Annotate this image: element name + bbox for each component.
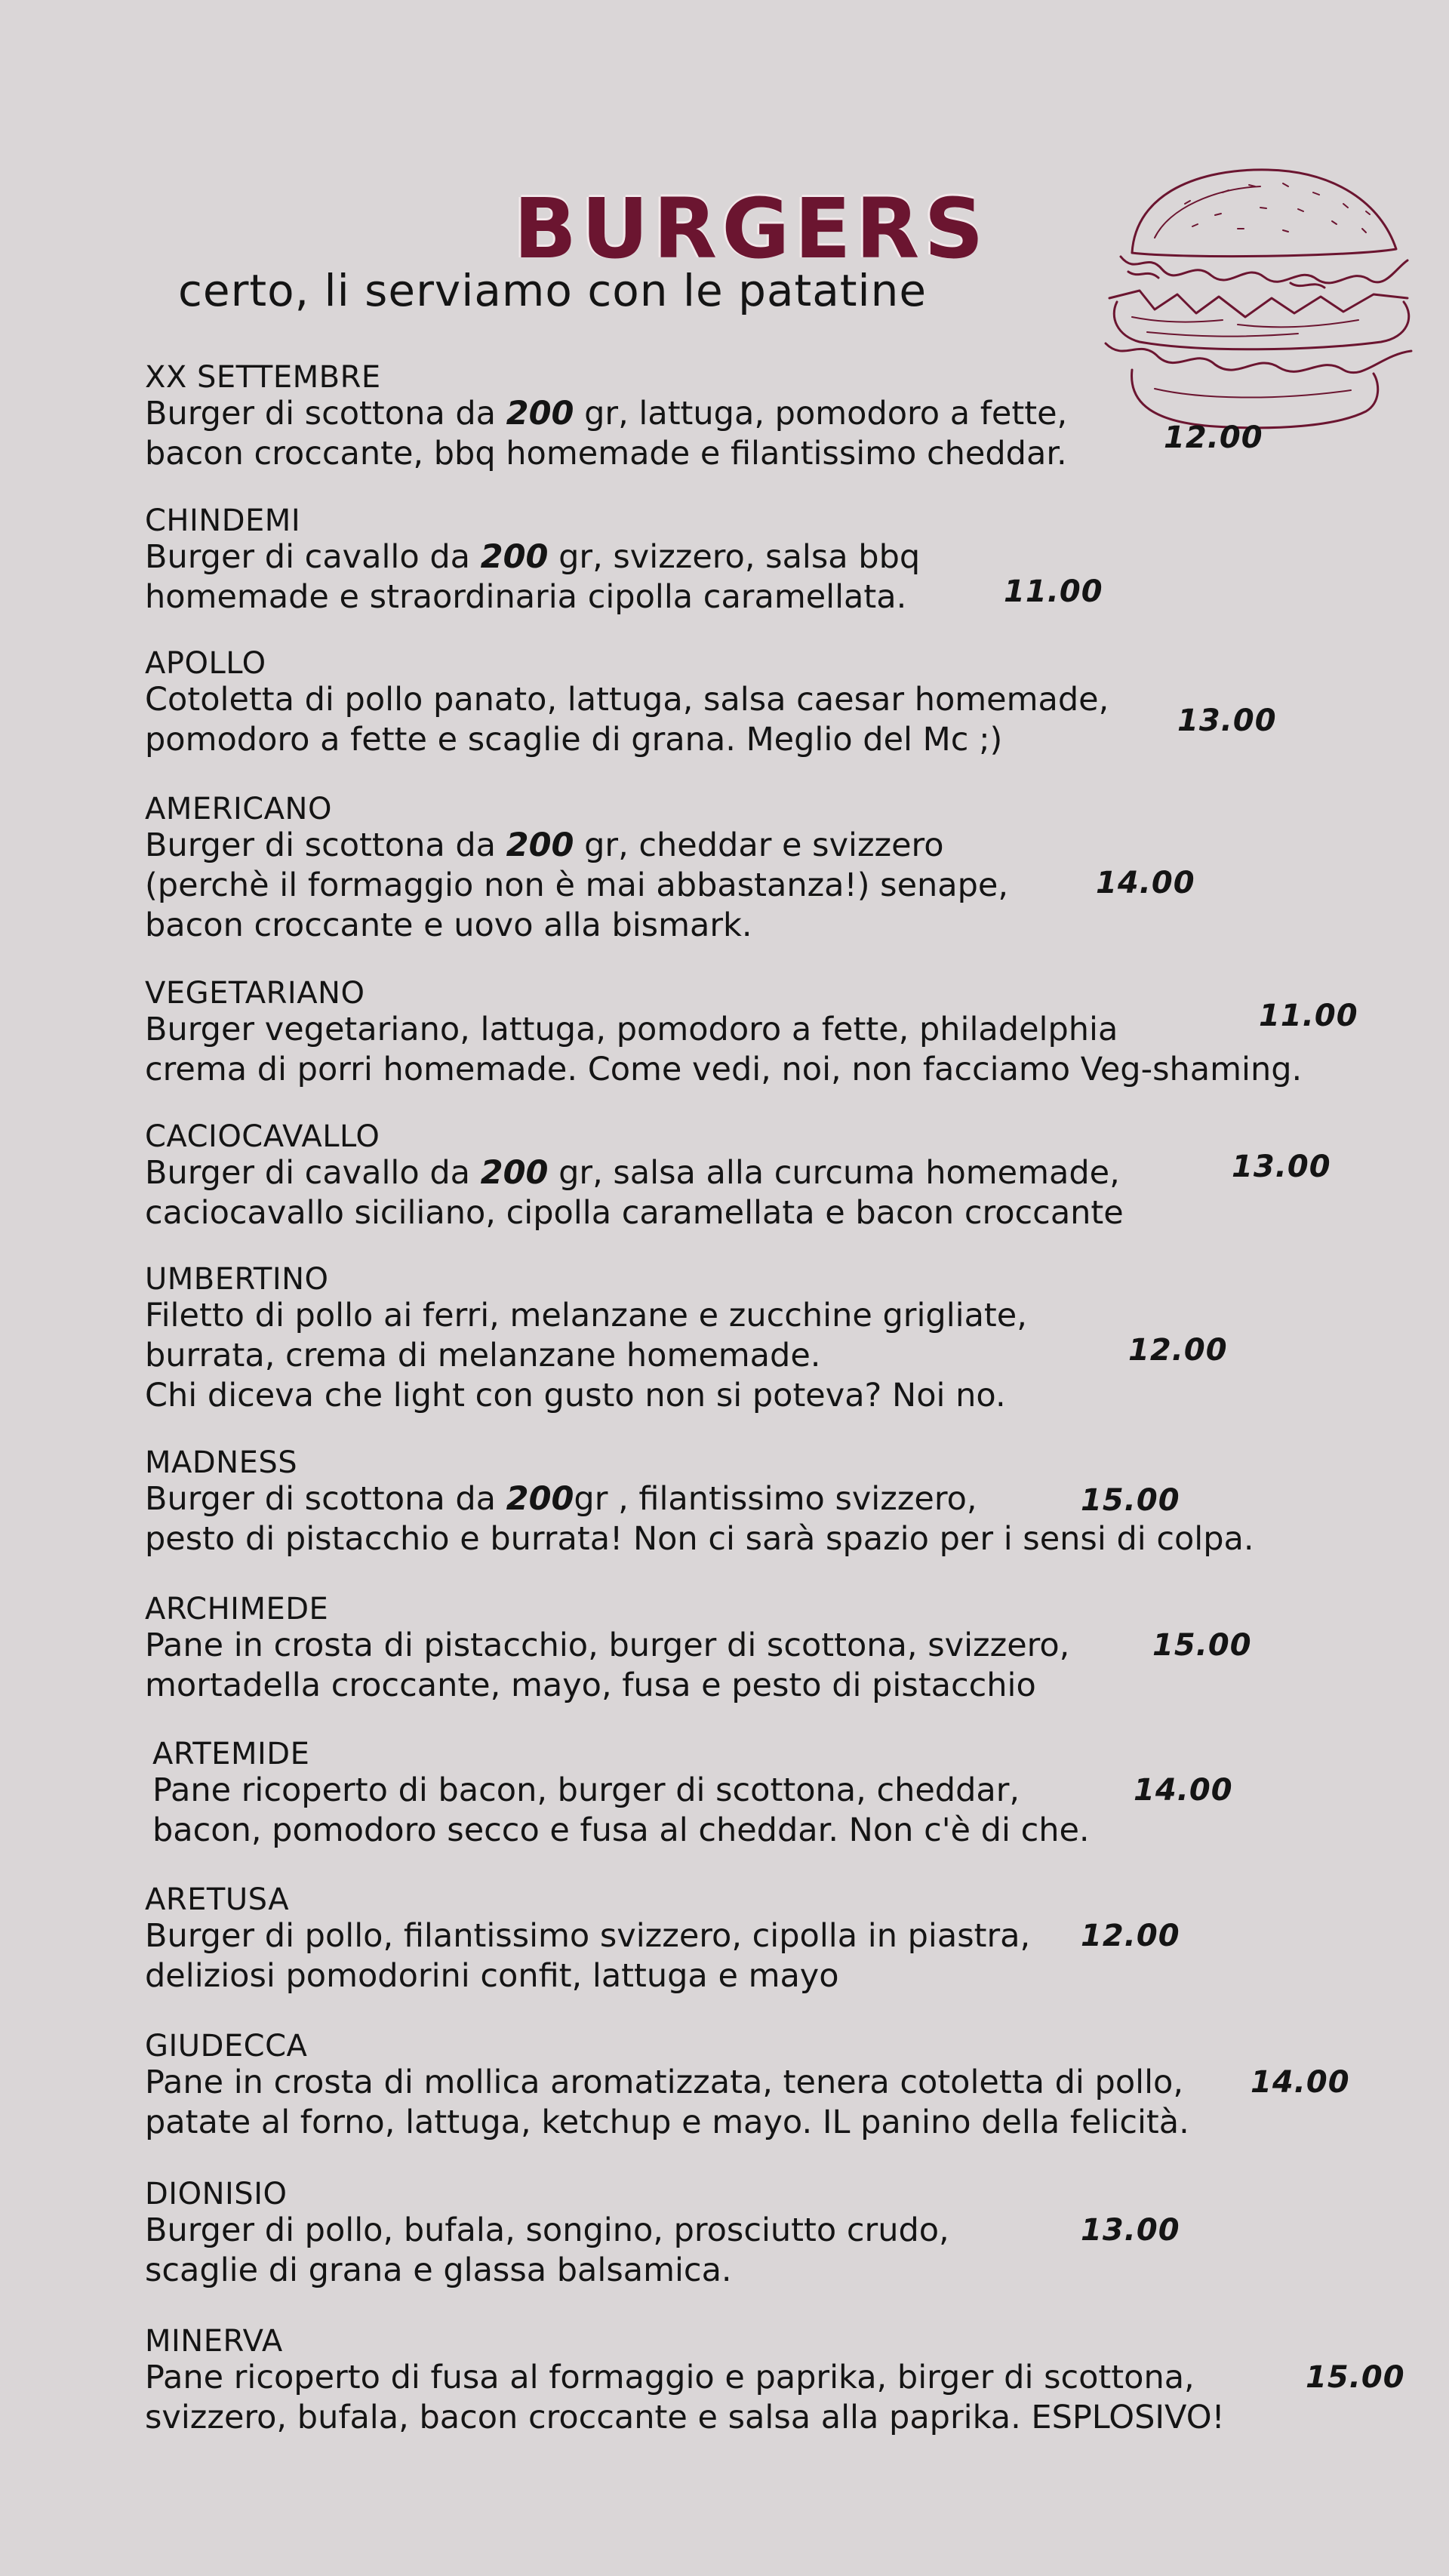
menu-item-name: MADNESS bbox=[145, 1445, 298, 1480]
menu-item-name: APOLLO bbox=[145, 646, 266, 681]
description-text: caciocavallo siciliano, cipolla caramellata e bacon croccante bbox=[145, 1194, 1124, 1232]
description-text: Burger di cavallo da bbox=[145, 538, 481, 576]
description-text: Burger di scottona da bbox=[145, 826, 506, 864]
description-text: Burger di scottona da bbox=[145, 1480, 506, 1518]
menu-item-name: MINERVA bbox=[145, 2324, 283, 2359]
menu-item-name: ARCHIMEDE bbox=[145, 1592, 329, 1627]
menu-title: BURGERS bbox=[513, 180, 989, 277]
menu-item-price: 12.00 bbox=[1128, 1333, 1228, 1368]
menu-item-description-line bbox=[145, 1479, 1419, 1519]
description-text: homemade e straordinaria cipolla caramellata. bbox=[145, 578, 907, 616]
description-text: bacon croccante e uovo alla bismark. bbox=[145, 906, 752, 944]
menu-item-price: 14.00 bbox=[1251, 2065, 1350, 2100]
description-text: Burger di pollo, bufala, songino, prosciutto crudo, bbox=[145, 2211, 949, 2249]
description-text: patate al forno, lattuga, ketchup e mayo. IL panino della felicità. bbox=[145, 2104, 1189, 2141]
description-text: Pane in crosta di mollica aromatizzata, tenera cotoletta di pollo, bbox=[145, 2064, 1183, 2101]
menu-item-price: 14.00 bbox=[1134, 1773, 1233, 1808]
description-text: Cotoletta di pollo panato, lattuga, salsa caesar homemade, bbox=[145, 681, 1109, 719]
description-text: burrata, crema di melanzane homemade. bbox=[145, 1337, 821, 1374]
menu-item-description-line bbox=[145, 1296, 1419, 1336]
menu-item-price: 12.00 bbox=[1164, 420, 1263, 455]
menu-item bbox=[145, 647, 1419, 760]
description-text: Pane ricoperto di bacon, burger di scottona, cheddar, bbox=[152, 1771, 1020, 1809]
menu-item bbox=[145, 792, 1419, 946]
description-text: gr, cheddar e svizzero bbox=[574, 826, 944, 864]
menu-item bbox=[152, 1737, 1419, 1851]
menu-item bbox=[145, 977, 1419, 1090]
menu-item-description-line bbox=[152, 1811, 1419, 1851]
menu-item-price: 15.00 bbox=[1081, 1483, 1180, 1518]
menu-item-description-line bbox=[145, 2063, 1419, 2103]
menu-item-name: ARETUSA bbox=[145, 1882, 290, 1917]
weight-number: 200 bbox=[480, 1154, 549, 1192]
menu-item bbox=[145, 504, 1419, 617]
description-text: svizzero, bufala, bacon croccante e salsa alla paprika. ESPLOSIVO! bbox=[145, 2399, 1225, 2436]
description-text: gr , filantissimo svizzero, bbox=[574, 1480, 977, 1518]
weight-number: 200 bbox=[480, 538, 549, 576]
menu-item-name: AMERICANO bbox=[145, 792, 332, 826]
description-text: Pane ricoperto di fusa al formaggio e paprika, birger di scottona, bbox=[145, 2359, 1195, 2396]
menu-item-name: UMBERTINO bbox=[145, 1262, 329, 1297]
menu-item-description-line bbox=[145, 1916, 1419, 1956]
menu-item-description-line bbox=[145, 1666, 1419, 1706]
menu-subtitle: certo, li serviamo con le patatine bbox=[178, 265, 928, 316]
description-text: pomodoro a fette e scaglie di grana. Meglio del Mc ;) bbox=[145, 721, 1003, 759]
menu-item-description-line bbox=[145, 537, 1419, 577]
description-text: bacon croccante, bbq homemade e filantissimo cheddar. bbox=[145, 435, 1067, 472]
menu-item-description-line bbox=[145, 2251, 1419, 2291]
menu-item-description-line bbox=[145, 1956, 1419, 1996]
menu-item-description-line bbox=[145, 2398, 1419, 2438]
menu-item-price: 13.00 bbox=[1232, 1150, 1331, 1184]
menu-item-description-line bbox=[145, 826, 1419, 866]
description-text: crema di porri homemade. Come vedi, noi, non facciamo Veg-shaming. bbox=[145, 1051, 1303, 1088]
menu-item bbox=[145, 1883, 1419, 1996]
description-text: Burger di cavallo da bbox=[145, 1154, 481, 1192]
menu-item-name: ARTEMIDE bbox=[152, 1737, 310, 1771]
description-text: gr, lattuga, pomodoro a fette, bbox=[574, 395, 1068, 432]
description-text: deliziosi pomodorini confit, lattuga e mayo bbox=[145, 1957, 839, 1995]
menu-item-description-line bbox=[145, 1519, 1419, 1559]
menu-item-price: 13.00 bbox=[1081, 2213, 1180, 2248]
weight-number: 200 bbox=[506, 826, 574, 864]
menu-item-price: 12.00 bbox=[1081, 1919, 1180, 1953]
menu-item-description-line bbox=[145, 1050, 1419, 1090]
menu-item-name: VEGETARIANO bbox=[145, 976, 365, 1011]
description-text: gr, svizzero, salsa bbq bbox=[548, 538, 921, 576]
menu-item-name: CACIOCAVALLO bbox=[145, 1119, 380, 1154]
menu-item-description-line bbox=[145, 1193, 1419, 1233]
menu-item bbox=[145, 1593, 1419, 1706]
menu-item-description-line bbox=[145, 2211, 1419, 2251]
menu-item bbox=[145, 2177, 1419, 2291]
description-text: bacon, pomodoro secco e fusa al cheddar. Non c'è di che. bbox=[152, 1811, 1090, 1849]
menu-item-description-line bbox=[145, 2358, 1419, 2398]
description-text: Burger di scottona da bbox=[145, 395, 506, 432]
menu-item-price: 13.00 bbox=[1177, 703, 1277, 738]
menu-item bbox=[145, 1446, 1419, 1559]
menu-item-price: 14.00 bbox=[1096, 866, 1195, 900]
description-text: mortadella croccante, mayo, fusa e pesto di pistacchio bbox=[145, 1667, 1036, 1704]
menu-item bbox=[145, 1120, 1419, 1233]
weight-number: 200 bbox=[506, 395, 574, 432]
description-text: Burger di pollo, filantissimo svizzero, cipolla in piastra, bbox=[145, 1917, 1031, 1955]
menu-item bbox=[145, 2030, 1419, 2143]
description-text: scaglie di grana e glassa balsamica. bbox=[145, 2251, 732, 2289]
description-text: gr, salsa alla curcuma homemade, bbox=[548, 1154, 1120, 1192]
menu-item-price: 15.00 bbox=[1152, 1628, 1252, 1663]
description-text: (perchè il formaggio non è mai abbastanza!) senape, bbox=[145, 866, 1009, 904]
menu-item-description-line bbox=[145, 906, 1419, 946]
description-text: Chi diceva che light con gusto non si poteva? Noi no. bbox=[145, 1377, 1006, 1414]
menu-item-price: 15.00 bbox=[1306, 2360, 1405, 2395]
menu-item-name: GIUDECCA bbox=[145, 2029, 308, 2064]
menu-item-name: CHINDEMI bbox=[145, 503, 301, 538]
menu-item-description-line bbox=[145, 1376, 1419, 1416]
menu-item bbox=[145, 361, 1419, 474]
menu-item-price: 11.00 bbox=[1004, 574, 1103, 609]
menu-item-description-line bbox=[145, 2103, 1419, 2143]
description-text: Filetto di pollo ai ferri, melanzane e zucchine grigliate, bbox=[145, 1297, 1027, 1334]
menu-item-description-line bbox=[145, 1153, 1419, 1193]
menu-item-name: DIONISIO bbox=[145, 2177, 288, 2211]
menu-item-description-line bbox=[145, 1010, 1419, 1050]
menu-item-description-line bbox=[145, 866, 1419, 906]
menu-item-description-line bbox=[145, 574, 1419, 617]
menu-item-price: 11.00 bbox=[1259, 999, 1358, 1033]
menu-item bbox=[145, 1263, 1419, 1416]
menu-item bbox=[145, 2325, 1419, 2438]
description-text: Burger vegetariano, lattuga, pomodoro a fette, philadelphia bbox=[145, 1011, 1118, 1048]
menu-item-description-line bbox=[145, 1333, 1419, 1376]
weight-number: 200 bbox=[506, 1480, 574, 1518]
menu-item-name: XX SETTEMBRE bbox=[145, 360, 381, 395]
description-text: pesto di pistacchio e burrata! Non ci sarà spazio per i sensi di colpa. bbox=[145, 1520, 1254, 1558]
description-text: Pane in crosta di pistacchio, burger di scottona, svizzero, bbox=[145, 1627, 1070, 1664]
